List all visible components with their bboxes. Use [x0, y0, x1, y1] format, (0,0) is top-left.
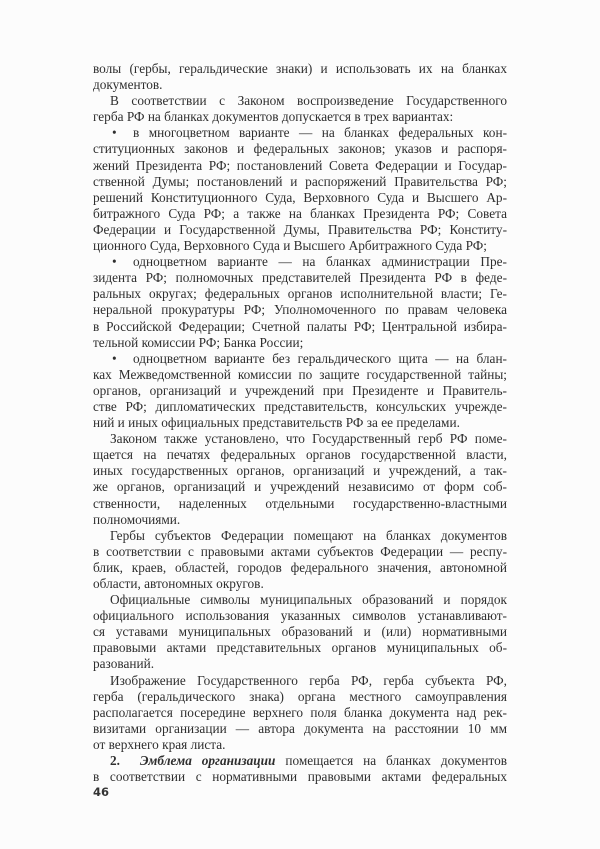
bullet-item	[93, 254, 507, 351]
text-line	[93, 463, 507, 479]
line-text: ний и иных официальных представительств РФ за ее пределами.	[93, 415, 460, 431]
bullet-icon: •	[112, 125, 117, 141]
text-line	[93, 190, 507, 206]
line-text: же органов, организаций и учреждений независимо от форм соб-	[93, 479, 507, 495]
text-line	[93, 125, 507, 141]
text-line	[93, 286, 507, 302]
line-text: ственной Думы; постановлений и распоряжений Правительства РФ;	[93, 173, 507, 189]
paragraph	[93, 93, 507, 125]
line-text: волы (гербы, геральдические знаки) и использовать их на бланках	[93, 61, 507, 76]
text-line	[93, 528, 507, 544]
line-text: решений Конституционного Суда, Верховного Суда и Высшего Ар-	[93, 189, 507, 205]
text-line	[93, 447, 507, 463]
line-text: битражного Суда РФ; а также на бланках Президента РФ; Совета	[93, 205, 507, 221]
line-text: разований.	[93, 656, 155, 672]
text-line	[93, 238, 507, 254]
text-line	[93, 141, 507, 157]
paragraph	[93, 592, 507, 672]
bullet-icon: •	[112, 254, 117, 270]
line-text: Федерации и Государственной Думы, Правительства РФ; Конститу-	[93, 221, 507, 237]
paragraph	[93, 528, 507, 592]
line-text: иных государственных органов, организаций и учреждений, а так-	[93, 463, 507, 479]
paragraph	[93, 431, 507, 528]
text-line	[93, 560, 507, 576]
line-text: герба РФ на бланках документов допускается в трех вариантах:	[93, 109, 454, 125]
text-line	[93, 673, 507, 689]
text-line	[93, 93, 507, 109]
text-line	[93, 689, 507, 705]
paragraph	[93, 753, 507, 785]
text-line	[93, 174, 507, 190]
line-text: ституционных законов и федеральных законов; указов и распоря-	[93, 141, 507, 157]
line-text: Законом также установлено, что Государственный герб РФ поме-	[110, 431, 507, 447]
text-line	[93, 753, 507, 769]
text-line	[93, 351, 507, 367]
text-line	[93, 335, 507, 351]
text-line	[93, 109, 507, 125]
line-text: ционного Суда, Верховного Суда и Высшего Арбитражного Суда РФ;	[93, 238, 487, 254]
text-line	[93, 608, 507, 624]
text-line	[93, 496, 507, 512]
line-text: щается на печатях федеральных органов государственной власти,	[93, 447, 507, 463]
line-text: официального использования указанных символов устанавливают-	[93, 608, 507, 624]
line-text: правовыми актами представительных органов муниципальных об-	[93, 640, 507, 656]
text-line	[93, 624, 507, 640]
text-line	[93, 737, 507, 753]
section-number: 2.	[110, 753, 120, 769]
line-text: одноцветном варианте без геральдического щита — на блан-	[133, 350, 507, 366]
body-text	[93, 61, 507, 785]
text-line	[93, 302, 507, 318]
line-text: в Российской Федерации; Счетной палаты РФ; Центральной избира-	[93, 318, 507, 334]
bullet-item	[93, 351, 507, 431]
line-text: зидента РФ; полномочных представителей Президента РФ в феде-	[93, 270, 507, 286]
text-line	[93, 479, 507, 495]
page-number: 46	[93, 785, 110, 799]
line-text: документов.	[93, 77, 163, 93]
line-text: в многоцветном варианте — на бланках федеральных кон-	[133, 125, 507, 141]
line-text: области, автономных округов.	[93, 576, 264, 591]
paragraph	[93, 61, 507, 93]
line-text: ральных округах; федеральных органов исполнительной власти; Ге-	[93, 286, 507, 302]
line-text: ках Межведомственной комиссии по защите государственной тайны;	[93, 366, 507, 382]
term-emphasis: Эмблема организации	[139, 753, 276, 769]
text-line	[93, 254, 507, 270]
text-line	[93, 512, 507, 528]
line-text: ственности, наделенных отдельными государственно-властными	[93, 495, 507, 511]
text-line	[93, 431, 507, 447]
line-text: от верхнего края листа.	[93, 736, 226, 752]
text-line	[93, 399, 507, 415]
text-line	[93, 415, 507, 431]
text-line	[93, 77, 507, 93]
text-line	[93, 206, 507, 222]
line-text: ся уставами муниципальных образований и (или) нормативными	[93, 624, 507, 640]
text-line	[93, 544, 507, 560]
line-text: в соответствии с нормативными правовыми актами федеральных	[93, 769, 507, 785]
text-line	[93, 383, 507, 399]
line-text: жений Президента РФ; постановлений Совета Федерации и Государ-	[93, 157, 507, 173]
text-line	[93, 367, 507, 383]
text-line	[93, 769, 507, 785]
text-line	[93, 61, 507, 77]
bullet-item	[93, 125, 507, 254]
text-line	[93, 656, 507, 672]
text-line	[93, 158, 507, 174]
line-text: одноцветном варианте — на бланках администрации Пре-	[133, 254, 507, 270]
line-text: органов, организаций и учреждений при Президенте и Правитель-	[93, 382, 507, 398]
line-text: визитами организации — автора документа на расстоянии 10 мм	[93, 720, 507, 736]
text-line	[93, 222, 507, 238]
line-text: герба (геральдического знака) органа местного самоуправления	[93, 688, 507, 704]
line-text: неральной прокуратуры РФ; Уполномоченного по правам человека	[93, 302, 507, 318]
bullet-icon: •	[112, 350, 117, 366]
line-text: Официальные символы муниципальных образований и порядок	[110, 592, 507, 608]
text-line	[93, 592, 507, 608]
line-text: стве РФ; дипломатических представительств, консульских учрежде-	[93, 398, 507, 414]
line-text: полномочиями.	[93, 511, 181, 527]
line-text: Изображение Государственного герба РФ, герба субъекта РФ,	[110, 672, 507, 688]
text-line	[93, 705, 507, 721]
text-line	[93, 576, 507, 592]
text-line	[93, 721, 507, 737]
line-text: располагается посередине верхнего поля бланка документа над рек-	[93, 704, 507, 720]
text-line	[93, 640, 507, 656]
line-text: В соответствии с Законом воспроизведение Государственного	[110, 93, 507, 109]
line-text: тельной комиссии РФ; Банка России;	[93, 334, 304, 350]
text-line	[93, 319, 507, 335]
text-line	[93, 270, 507, 286]
line-text: в соответствии с правовыми актами субъектов Федерации — респу-	[93, 543, 507, 559]
paragraph	[93, 673, 507, 753]
line-text: Гербы субъектов Федерации помещают на бланках документов	[110, 527, 507, 543]
line-text: помещается на бланках документов	[285, 753, 508, 769]
line-text: блик, краев, областей, городов федерального значения, автономной	[93, 559, 507, 575]
